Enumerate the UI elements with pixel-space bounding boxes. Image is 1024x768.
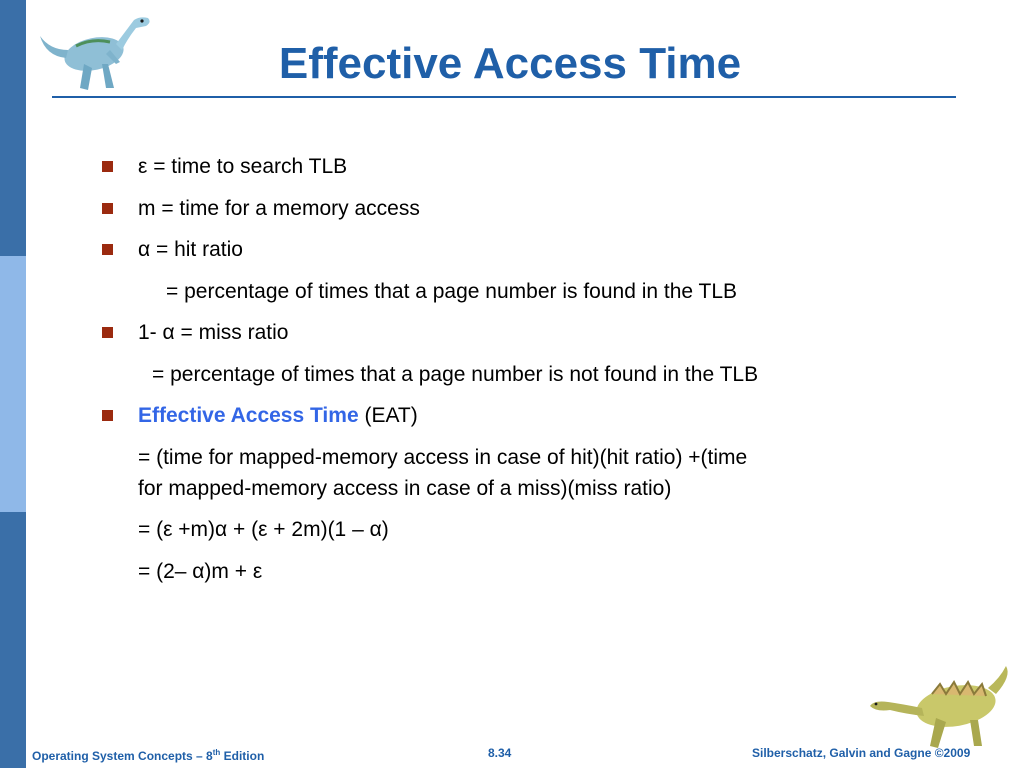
miss-ratio-definition: = percentage of times that a page number is not found in the TLB (152, 363, 759, 386)
bullet-hit-ratio: α = hit ratio (138, 238, 243, 261)
eat-formula-line-4: = (2– α)m + ε (138, 560, 263, 583)
eat-formula-line-3: = (ε +m)α + (ε + 2m)(1 – α) (138, 518, 389, 541)
footer-authors: Silberschatz, Galvin and Gagne ©2009 (752, 746, 971, 760)
eat-formula-line-1: = (time for mapped-memory access in case of hit)(hit ratio) +(time (138, 446, 748, 469)
hit-ratio-definition: = percentage of times that a page number is found in the TLB (166, 280, 738, 303)
eat-highlight: Effective Access Time (138, 404, 359, 427)
eat-formula-line-2: for mapped-memory access in case of a miss)(miss ratio) (138, 477, 672, 500)
footer-slide-number: 8.34 (488, 746, 512, 760)
bullet-marker (102, 203, 113, 214)
bullet-marker (102, 244, 113, 255)
bullet-marker (102, 161, 113, 172)
dinosaur-logo-bottom-icon (866, 658, 1016, 753)
bullet-marker (102, 327, 113, 338)
bullet-epsilon: ε = time to search TLB (138, 155, 348, 178)
eat-abbrev: (EAT) (358, 404, 418, 427)
bullet-miss-ratio: 1- α = miss ratio (138, 321, 289, 344)
bullet-eat (138, 403, 418, 429)
slide-title: Effective Access Time (278, 39, 742, 88)
bullet-marker (102, 410, 113, 421)
bullet-memory-access: m = time for a memory access (138, 197, 420, 220)
footer-course: Operating System Concepts – 8th Edition (32, 748, 265, 763)
